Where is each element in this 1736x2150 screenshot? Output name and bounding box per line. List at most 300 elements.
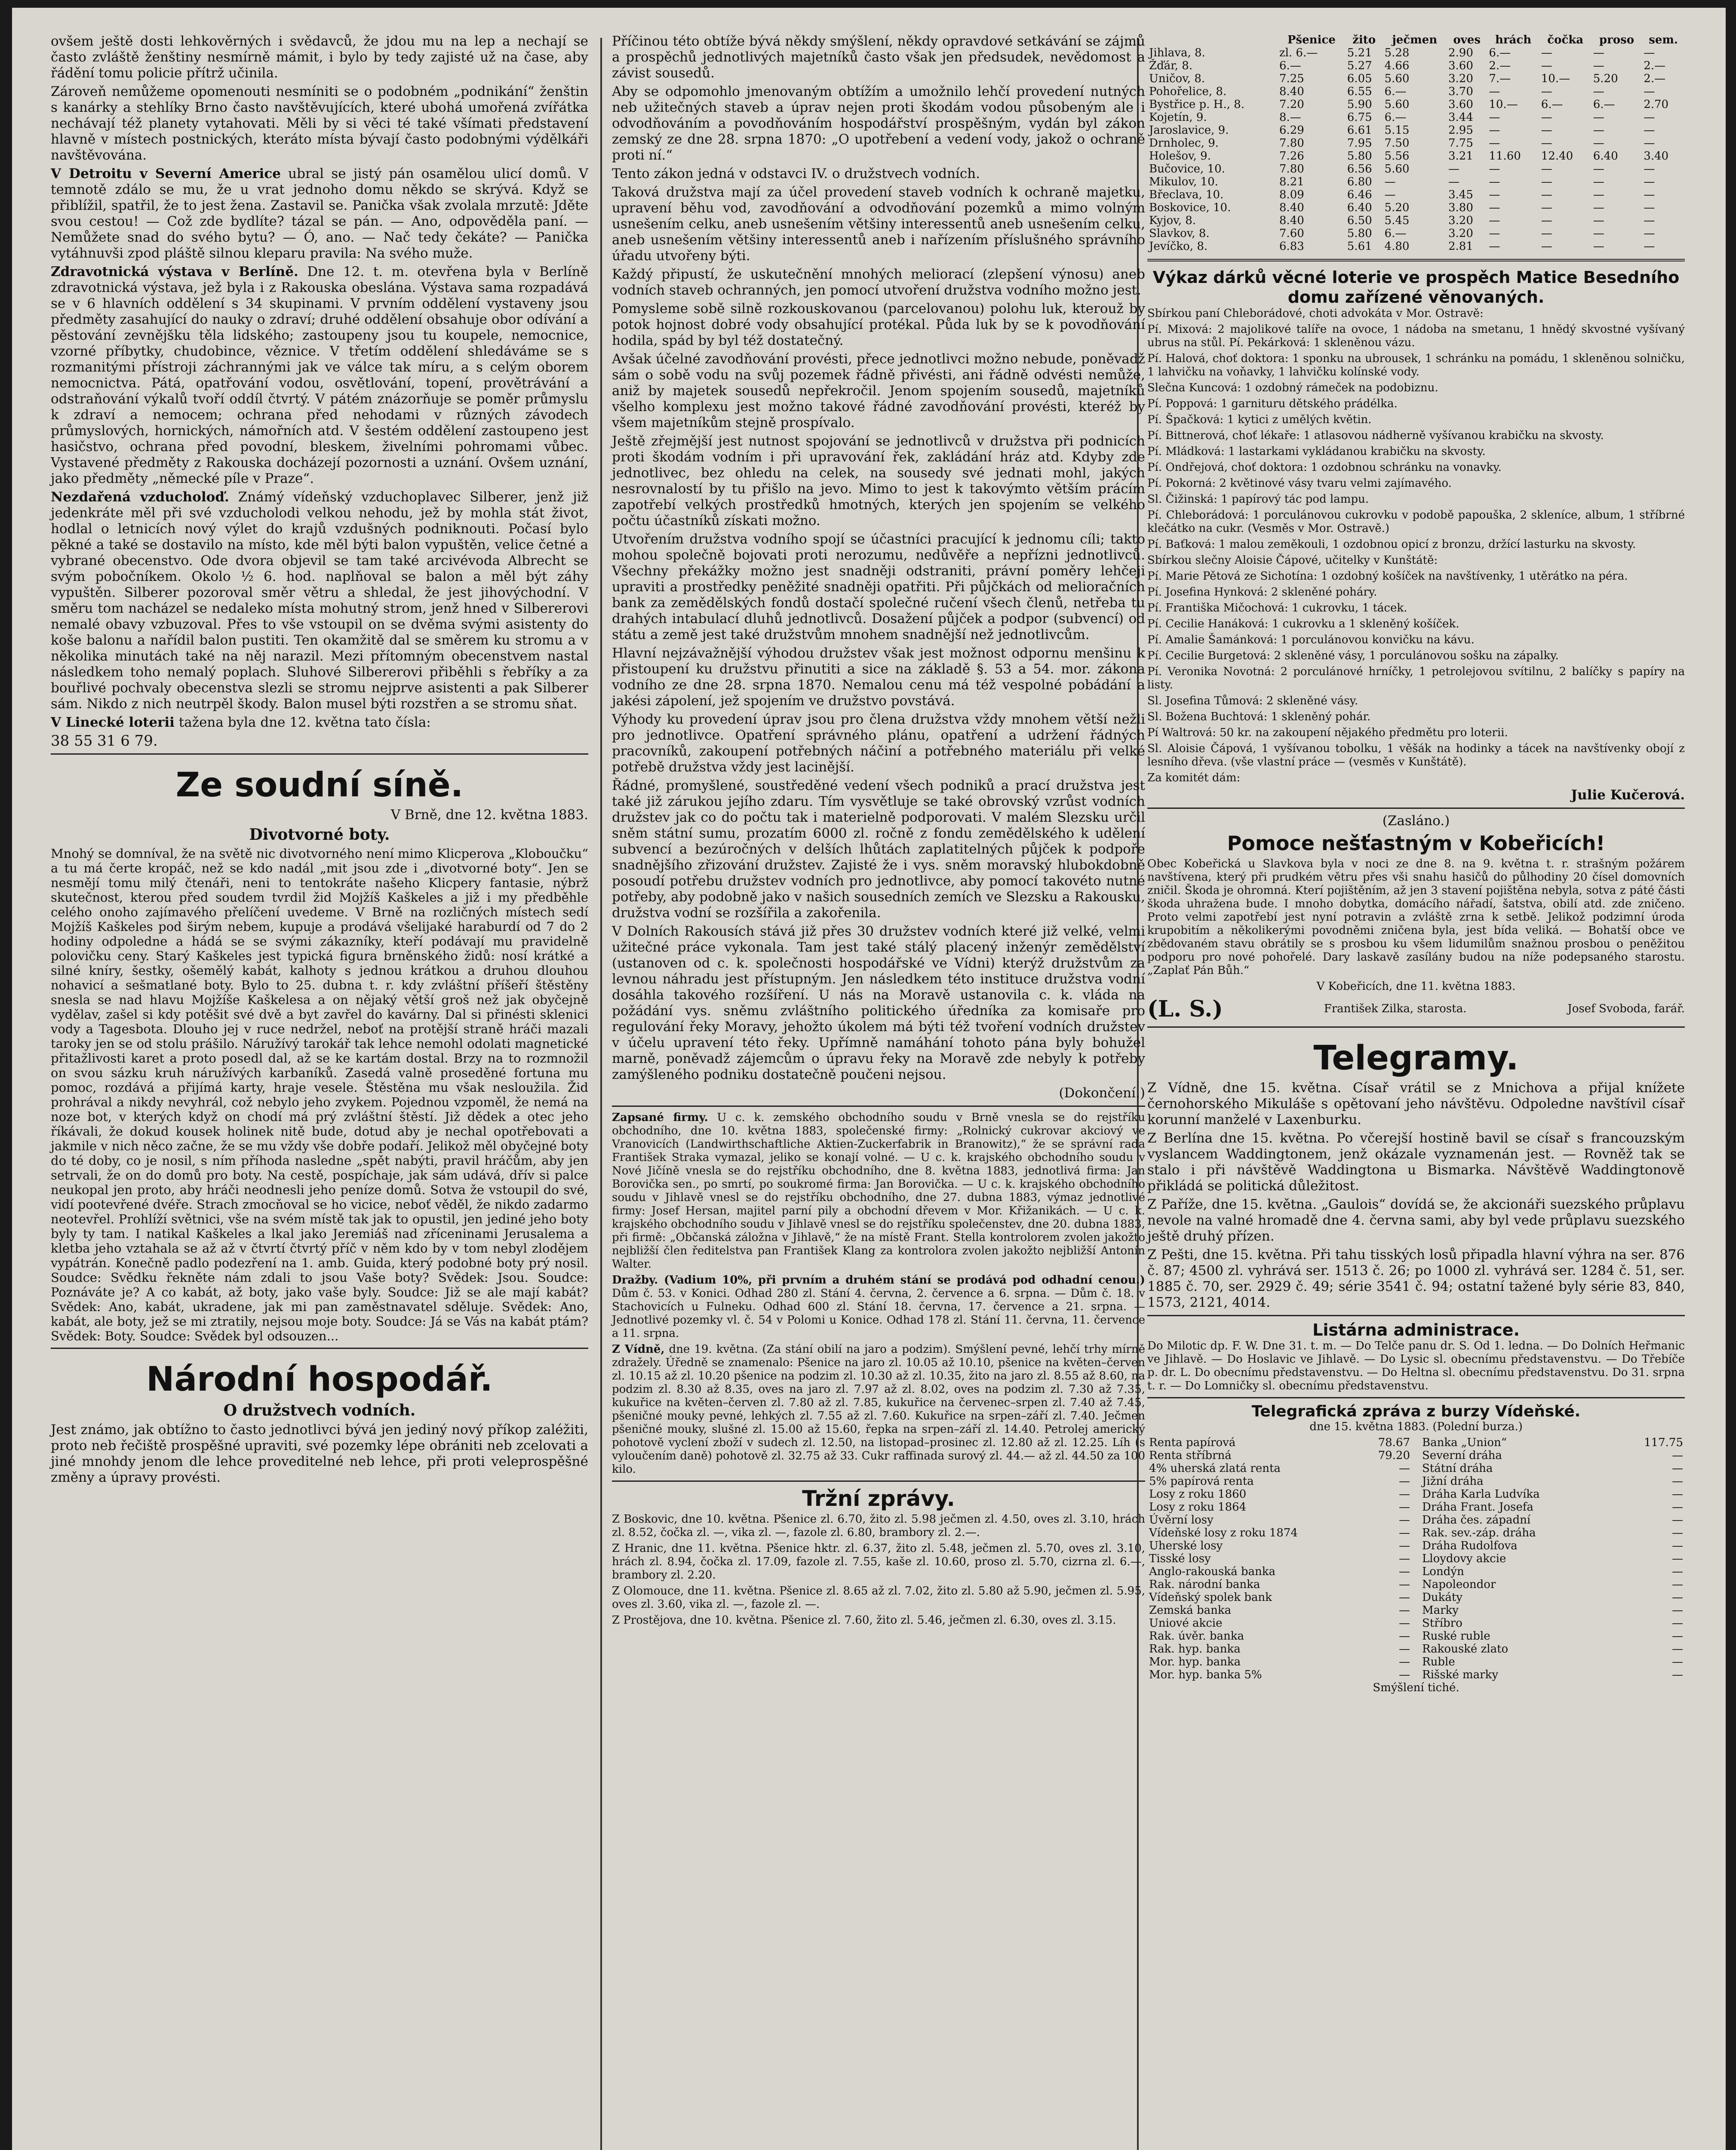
price-cell: 7.26: [1279, 150, 1304, 163]
price-cell: 11.60: [1489, 150, 1521, 163]
donation-item: Pí. Baťková: 1 malou zeměkouli, 1 ozdobnou opicí z bronzu, držící lasturku na skvosty.: [1147, 538, 1636, 551]
stock-row: [1420, 1604, 1685, 1617]
price-cell: 4.80: [1384, 240, 1410, 253]
price-cell: —: [1593, 111, 1604, 124]
stock-value: —: [1399, 1539, 1410, 1552]
price-cell: 3.20: [1448, 72, 1473, 85]
stock-name: Uherské losy: [1149, 1539, 1223, 1552]
paragraph: Utvořením družstva vodního spojí se účastníci pracující k jednomu cíli; takto mohou společně bojovati proti nerozumu, nedůvěře a nepřízni jednotlivců. Všechny překážky možno jest snadněji odstraniti, právní poměry lehčeji upraviti a prostředky peněžité snadněji opatřiti. Při půjčkách od melioračních bank za zemědělských fondů dostačí společné ručení všech členů, netřeba tu drahých intabulací dluhů jednotlivců. Dosažení půjček a podpor (subvencí) od státu a země jest také družstvům mnohem snadnější než jednotlivcům.: [612, 531, 1145, 642]
price-cell: 3.45: [1448, 188, 1473, 201]
stock-row: [1147, 1617, 1412, 1630]
article-title: O družstvech vodních.: [223, 1401, 416, 1419]
price-cell: 3.44: [1448, 111, 1473, 124]
price-cell: —: [1593, 124, 1604, 137]
stock-value: —: [1399, 1475, 1410, 1488]
lottery-numbers: 38 55 31 6 79.: [51, 732, 158, 749]
market-mood: Smýšlení tiché.: [1373, 1681, 1459, 1694]
stock-value: 78.67: [1378, 1436, 1410, 1449]
stock-row: [1147, 1643, 1412, 1656]
stock-row: [1147, 1604, 1412, 1617]
telegram: Z Paříže, dne 15. května. „Gaulois“ dovídá se, že akcionáři suezského průplavu nevole na valné hromadě dne 4. června sami, aby byl vede průplavu suezského ještě druhý přízen.: [1147, 1197, 1685, 1244]
stock-row: [1147, 1501, 1412, 1514]
price-cell: 3.60: [1448, 98, 1473, 111]
section-title: Telegrafická zpráva z burzy Vídeňské.: [1251, 1403, 1581, 1420]
table-header: oves: [1453, 34, 1481, 46]
stock-value: —: [1399, 1488, 1410, 1501]
paragraph: Obec Kobeřická u Slavkova byla v noci ze dne 8. na 9. května t. r. strašným požárem navštívena, který při prudkém větru přes vši snahu hasičů do půlhodiny 20 čísel domovních zničil. Škoda je ohromná. Kterí pojištěním, až jen 3 stavení pojištěna nebyla, sotva z páté části škoda uhražena bude. I mnoho dobytka, domácího nářadí, šatstva, obilí atd. zde zničeno. Proto velmi zapotřebí jest nyní potravin a zvláště zrna k setbě. Jelikož podzimní úroda krupobitím a několikerými povodněmi zničena byla, jest bída veliká. — Bohatší obce ve zbědovaném stavu obrátily se s prosbou ku všem lidumilům snažnou prosbou o peněžitou podporu pro nové pohořelé. Dary laskavě zasílány budou na níže podepsaného starostu. „Zaplať Pán Bůh.“: [1147, 857, 1685, 977]
price-cell: 7.—: [1489, 72, 1511, 85]
table-body: [1147, 46, 1685, 253]
price-cell: 6.—: [1489, 46, 1511, 59]
donation-item: Pí. Amalie Šamánková: 1 porculánovou konvičku na kávu.: [1147, 633, 1475, 646]
stock-value: —: [1399, 1591, 1410, 1604]
price-cell: 7.75: [1448, 137, 1473, 150]
signature: František Zilka, starosta.: [1324, 1002, 1467, 1015]
stock-name: Napoleondor: [1422, 1578, 1496, 1591]
donation-item: Sl. Aloisie Čápová, 1 vyšívanou tobolku, 1 věšák na hodinky a tácek na navštívenky obojí z lesního dřeva. (vše vlastní práce — (vesměs v Kunštátě).: [1147, 742, 1685, 768]
price-cell: 3.20: [1448, 227, 1473, 240]
paragraph: Příčinou této obtíže bývá někdy smýšlení, někdy opravdové setkávání se zájmů a prospěchů jednotlivých majetníků často však jen předsudek, nevědomost a závist sousedů.: [612, 34, 1145, 81]
stock-value: —: [1672, 1501, 1683, 1514]
price-cell: —: [1541, 227, 1552, 240]
stock-row: [1147, 1514, 1412, 1526]
paragraph: Zdravotnická výstava v Berlíně. Dne 12. t. m. otevřena byla v Berlíně zdravotnická výstava, jež byla i z Rakouska obeslána. Výstava sama rozpadává se v 6 hlavních oddělení s 34 skupinami. V prvním oddělení vystaveny jsou předměty zasahující do nauky o zdraví; druhé oddělení obsahuje obor odívání a pěstování zevnějšku těla lidského; zastoupeny jsou tu koupele, nemocnice, vzorné příbytky, chudobince, věznice. V třetím oddělení shledáváme se s rozmanitými přístroji záchrannými jak ve válce tak míru, a s celým oborem nemocnictva. Pátá, opatřování vodou, osvětlování, topení, provětrávání a odstraňování výkalů tvoří oddíl čtvrtý. V pátém znázorňuje se poměr průmyslu k zdraví a nemocem; ochrana před nehodami v různých závodech průmyslových, hornických, námořních atd. V šestém oddělení zastoupeno jest hasičstvo, ochrana před povodní, bleskem, živelními pohromami vůbec. Vystavené předměty z Rakouska docházejí pozornosti a uznání. Ovšem uznání, jako předměty „německé píle v Praze“.: [51, 264, 589, 486]
stock-value: 79.20: [1378, 1449, 1410, 1462]
seal-mark: (L. S.): [1147, 996, 1223, 1022]
stock-row: [1420, 1617, 1685, 1630]
donation-item: Sbírkou paní Chleborádové, choti advokáta v Mor. Ostravě:: [1147, 307, 1484, 320]
donation-item: Pí. Pokorná: 2 květinové vásy tvaru velmi zajímavého.: [1147, 477, 1452, 490]
price-cell: —: [1489, 214, 1500, 227]
paragraph: Do Milotic dp. F. W. Dne 31. t. m. — Do Telče panu dr. S. Od 1. ledna. — Do Dolních Heřmanic ve Jihlavě. — Do Hoslavic ve Jihlavě. — Do Lysic sl. obecnímu představenstvu. — Do Třebíče p. dr. L. Do obecnímu představenstvu. — Do Heltna sl. obecnímu představenstvu. Do 31. srpna t. r. — Do Lomničky sl. obecnímu představenstvu.: [1147, 1339, 1685, 1392]
price-cell: 6.80: [1347, 175, 1372, 188]
paragraph: Aby se odpomohlo jmenovaným obtížím a umožnilo lehčí provedení nutných neb užitečných staveb a úprav nejen proti škodám vodou působeným ale i odvodňováním a povodňováním hospodářství prospěšným, vydán byl zákon zemský ze dne 28. srpna 1870: „O upotřebení a vedení vody, jakož o ochraně proti ní.“: [612, 84, 1145, 163]
price-cell: —: [1489, 240, 1500, 253]
price-cell: —: [1644, 240, 1655, 253]
town-cell: Drnholec, 9.: [1149, 137, 1219, 150]
stock-value: —: [1672, 1591, 1683, 1604]
donation-item: Pí. Marie Pětová ze Sichotína: 1 ozdobný košíček na navštívenky, 1 utěrátko na péra.: [1147, 570, 1628, 583]
price-cell: 6.56: [1347, 163, 1372, 175]
price-cell: 10.—: [1541, 72, 1570, 85]
table-header: proso: [1599, 34, 1635, 46]
table-header-row: [1147, 34, 1685, 46]
paragraph: Zároveň nemůžeme opomenouti nesmíniti se o podobném „podnikání“ ženštin s kanárky a stehlíky Brno často navštěvujících, které ubohá umořená zvířátka nechávají též planety vytahovati. Měli by si věci té také všímati představení hlavně v místech postnických, kteráto místa bývají často podobnými výdělkáři navštěvována.: [51, 84, 588, 163]
price-cell: —: [1489, 227, 1500, 240]
paragraph-lead: V Detroitu v Severní Americe: [51, 166, 281, 181]
paragraph: V Detroitu v Severní Americe ubral se jistý pán osamělou ulicí domů. V temnotě zdálo se mu, že u vrat jednoho domu někdo se skrývá. Když se přiblížil, spatřil, že to jest žena. Zastavil se. Panička však zvolala mrzutě: Jděte svou cestou! — Což zde bydlíte? tázal se pán. — Ano, odpověděla paní. — Nemůžete snad do svého bytu? — Ó, ano. — Nač tedy čekáte? — Panička vytáhnuvši zpod pláště silnou kleparu pravila: Na svého muže.: [51, 166, 588, 261]
table-row: [1147, 111, 1685, 124]
price-cell: —: [1489, 111, 1500, 124]
price-cell: 8.21: [1279, 175, 1304, 188]
price-cell: 6.40: [1593, 150, 1618, 163]
stock-table-right: [1420, 1436, 1685, 1681]
paragraph: Zapsané firmy. U c. k. zemského obchodního soudu v Brně vnesla se do rejstříku obchodního, dne 10. května 1883, společenské firmy: „Rolnický cukrovar akciový ve Vranovicích (Landwirthschaftliche Aktien-Zuckerfabrik in Branowitz),“ že se správní rada František Straka vymazal, jeliko se konají volné. — U c. k. krajského obchodního soudu v Nové Jičíně vnesla se do rejstříku obchodního, dne 8. května 1883, jednotlivá firma: Jan Borovička sen., po smrtí, po soukromé firma: Jan Borovička. — U c. k. krajského obchodního soudu v Jihlavě vnesl se do rejstříku obchodního, dne 27. dubna 1883, výmaz jednotlivé firmy: Josef Hersan, majitel parní pily a obchodní dřevem v Mor. Křižanikách. — U c. k. krajského obchodního soudu v Jihlavě vnesl se do rejstříku společenstev, dne 20. dubna 1883, při firmě: „Občanská záložna v Jihlavě,“ že na místě Frant. Stella kontrolorem zvolen jakožto nejbližší člen ředitelstva pan František Klang za kontrolora zvolen jakožto nejbližší Antonín Walter.: [612, 1111, 1146, 1271]
telegram: Z Berlína dne 15. května. Po včerejší hostině bavil se císař s francouzským vyslancem Waddingtonem, jenž okázale vyznamenán jest. — Rovněž tak se stalo i při návštěvě Waddingtona u Bismarka. Návštěvě Waddingtonově přikládá se politická důležitost.: [1147, 1130, 1685, 1194]
table-header: ječmen: [1392, 34, 1438, 46]
stock-name: Rak. sev.-záp. dráha: [1422, 1526, 1536, 1539]
stock-value: —: [1672, 1475, 1683, 1488]
stock-value: —: [1672, 1643, 1683, 1656]
price-cell: 8.40: [1279, 85, 1304, 98]
stock-row: [1147, 1436, 1412, 1449]
town-cell: Jihlava, 8.: [1149, 46, 1205, 59]
price-cell: —: [1541, 111, 1552, 124]
price-cell: zl. 6.—: [1279, 46, 1318, 59]
price-cell: —: [1489, 85, 1500, 98]
paragraph: Ještě zřejmější jest nutnost spojování se jednotlivců v družstva při podnicích proti škodám vodním i při upravování řek, zakládání hráz atd. Kdyby zde jednotlivec, bez ohledu na celek, na sousedy své jednati mohl, jakých nesrovnalostí by tu přišlo na jevo. Mimo to jest k takovýmto větším prácím zapotřebí velkých prostředků hmotných, kterých jen spojením se velkého počtu účastníků získati možno.: [612, 433, 1145, 528]
price-cell: —: [1644, 46, 1655, 59]
stock-table-left: [1147, 1436, 1412, 1681]
stock-value: —: [1672, 1604, 1683, 1617]
price-cell: —: [1644, 227, 1655, 240]
donation-item: Sl. Čižinská: 1 papírový tác pod lampu.: [1147, 493, 1369, 506]
price-cell: 7.25: [1279, 72, 1304, 85]
table-row: [1147, 175, 1685, 188]
price-cell: 8.40: [1279, 201, 1304, 214]
price-cell: 2.70: [1644, 98, 1669, 111]
price-cell: —: [1593, 59, 1604, 72]
stock-value: —: [1672, 1630, 1683, 1643]
stock-value: 117.75: [1644, 1436, 1683, 1449]
price-cell: —: [1593, 175, 1604, 188]
stock-row: [1420, 1591, 1685, 1604]
stock-value: —: [1672, 1578, 1683, 1591]
town-cell: Břeclava, 10.: [1149, 188, 1224, 201]
price-cell: —: [1593, 163, 1604, 175]
stock-value: —: [1399, 1668, 1410, 1681]
table-header: sem.: [1649, 34, 1678, 46]
divider: [612, 1106, 1145, 1107]
price-cell: —: [1644, 111, 1655, 124]
table-row: [1147, 46, 1685, 59]
price-cell: —: [1489, 175, 1500, 188]
price-cell: —: [1644, 85, 1655, 98]
price-cell: —: [1541, 201, 1552, 214]
stock-row: [1420, 1462, 1685, 1475]
price-cell: —: [1489, 124, 1500, 137]
stock-row: [1420, 1656, 1685, 1668]
town-cell: Kyjov, 8.: [1149, 214, 1196, 227]
donation-item: Pí. Josefina Hynková: 2 skleněné poháry.: [1147, 586, 1377, 599]
donation-item: Slečna Kuncová: 1 ozdobný rámeček na podobiznu.: [1147, 381, 1438, 394]
price-cell: 7.50: [1384, 137, 1410, 150]
price-cell: 2.81: [1448, 240, 1473, 253]
article-title: Divotvorné boty.: [249, 826, 390, 844]
paragraph: Tento zákon jedná v odstavci IV. o družstvech vodních.: [612, 166, 980, 181]
price-cell: —: [1541, 188, 1552, 201]
stock-row: [1420, 1578, 1685, 1591]
stock-row: [1420, 1449, 1685, 1462]
market-report: Z Olomouce, dne 11. května. Pšenice zl. 8.65 až zl. 7.02, žito zl. 5.80 až 5.90, ječmen zl. 5.95, oves zl. 3.60, vika zl. —, fazole zl. —.: [612, 1585, 1145, 1611]
price-cell: 8.40: [1279, 214, 1304, 227]
price-cell: 2.—: [1489, 59, 1511, 72]
table-row: [1147, 59, 1685, 72]
price-cell: —: [1593, 227, 1604, 240]
price-cell: 5.60: [1384, 163, 1410, 175]
stock-row: [1420, 1565, 1685, 1578]
stock-name: Lloydovy akcie: [1422, 1552, 1506, 1565]
price-cell: —: [1448, 175, 1459, 188]
town-cell: Jevíčko, 8.: [1149, 240, 1208, 253]
price-cell: —: [1541, 175, 1552, 188]
stock-name: Zemská banka: [1149, 1604, 1232, 1617]
stock-row: [1420, 1668, 1685, 1681]
stock-row: [1147, 1630, 1412, 1643]
donation-item: Za komitét dám:: [1147, 771, 1241, 784]
price-cell: —: [1593, 240, 1604, 253]
stock-name: Anglo-rakouská banka: [1149, 1565, 1276, 1578]
price-cell: 3.80: [1448, 201, 1473, 214]
price-cell: —: [1541, 240, 1552, 253]
price-cell: 6.—: [1279, 59, 1301, 72]
price-cell: —: [1644, 214, 1655, 227]
price-cell: 4.66: [1384, 59, 1410, 72]
stock-value: —: [1672, 1552, 1683, 1565]
stock-value: —: [1672, 1462, 1683, 1475]
newspaper-page: [12, 8, 1726, 2150]
price-cell: —: [1541, 46, 1552, 59]
price-cell: 8.—: [1279, 111, 1301, 124]
price-cell: 5.28: [1384, 46, 1410, 59]
price-cell: —: [1541, 214, 1552, 227]
table-row: [1147, 124, 1685, 137]
section-title: Listárna administrace.: [1312, 1321, 1520, 1339]
paragraph: V Dolních Rakousích stává již přes 30 družstev vodních které již velké, velmi užitečné práce vykonala. Tam jest také stálý placený inženýr zemědělství (ustanoven od c. k. společnosti hospodářské ve Vídni) kterýž družstvům za levnou náhradu jest přístupným. Jen následkem této instituce družstva vodní dosáhla takového rozšíření. U nás na Moravě ustanovila c. k. vláda na požádání vys. sněmu zvláštního politického úředníka za komisaře pro regulování řeky Moravy, jehožto úkolem má býti též tvoření vodních družstev v účelu upravení této řeky. Upřímně namáhání tohoto pána byly bohužel marně, poněvadž zájemcům o úpravu řeky na Moravě zde nebyly k potřeby zamýšleného podniku dostatečně poučeni nejsou.: [612, 924, 1145, 1082]
market-report: Z Prostějova, dne 10. května. Pšenice zl. 7.60, žito zl. 5.46, ječmen zl. 6.30, oves zl. 3.15.: [612, 1614, 1116, 1627]
stock-value: —: [1399, 1656, 1410, 1668]
divider: [612, 1480, 1145, 1482]
note: (Zasláno.): [1382, 813, 1450, 829]
column-3: [1147, 34, 1685, 1697]
price-cell: —: [1541, 85, 1552, 98]
divider: [1147, 1397, 1685, 1398]
divider: [1147, 808, 1685, 809]
donation-list: [1147, 307, 1685, 785]
price-cell: 5.61: [1347, 240, 1372, 253]
stock-name: Státní dráha: [1422, 1462, 1493, 1475]
table-header: Pšenice: [1287, 34, 1336, 46]
price-cell: 5.80: [1347, 150, 1372, 163]
price-cell: 6.29: [1279, 124, 1304, 137]
price-cell: —: [1489, 137, 1500, 150]
stock-name: Uniové akcie: [1149, 1617, 1223, 1630]
donation-item: Sl. Josefina Tůmová: 2 skleněné vásy.: [1147, 694, 1358, 707]
stock-row: [1147, 1475, 1412, 1488]
stock-value: —: [1672, 1668, 1683, 1681]
stock-value: —: [1399, 1604, 1410, 1617]
paragraph: Nezdařená vzducholoď. Známý vídeňský vzduchoplavec Silberer, jenž již jedenkráte měl při své vzducholodi velkou nehodu, jež by mohla stát život, hodlal o letnicích nový výlet do krajů vzdušných podniknouti. Počasí bylo pěkné a také se dostavilo na místo, kde měl býti balon vypuštěn, velice četné a vybrané obecenstvo. Ode dvora objevil se tam také arcivévoda Albrecht se svým pobočníkem. Okolo ½ 6. hod. naplňoval se balon a měl být záhy vypuštěn. Silberer pozoroval směr větru a shledal, že jest jihovýchodní. V směru tom nacházel se nedaleko místa mohutný strom, jenž hned v Silbererovi nemalé obavy vzbuzoval. Přes to vše vstoupil on se dvěma svými asistenty do koše balonu a nařídil balon pustiti. Ten okamžitě dal se směrem ku stromu a v několika minutách také na něj narazil. Mezi přítomným obecenstvem nastal následkem toho nemalý poplach. Sluhové Silbererovi přiběhli s řebříky a za bouřlivé pochvaly obecenstva slezli se stromu nejprve asistenti a pak Silberer sám. Nikdo z nich neutrpěl škody. Balon musel býti rozstřen a se stromu sňat.: [51, 489, 588, 712]
price-cell: —: [1384, 188, 1396, 201]
stock-name: Tisské losy: [1149, 1552, 1211, 1565]
paragraph: Řádné, promyšlené, soustředěné vedení všech podniků a prací družstva jest také již zárukou jejího zdaru. Tím vysvětluje se také obrovský vzrůst vodních družstev jak co do počtu tak i materielně podporovati. V malém Slezsku určil sněm státní sumu, prozatím 6000 zl. ročně z fondu zemědělského k udělení subvencí a bezúročných v delších lhůtách zaplatitelných půjček k podpoře snadnějšího zřizování družstev. Zajisté že i vys. sněm moravský hlubokdobně posoudí potřebu družstev vodních pro jednotlivce, aby pomocí takovéto nutné potřeby, aby podobně jako v našich sousedních zemích ve Slezsku a Rakousku, družstva vodní se rozšířila a zakořenila.: [612, 778, 1145, 921]
price-cell: 6.—: [1384, 85, 1407, 98]
paragraph: Mnohý se domníval, že na světě nic divotvorného není mimo Klicperova „Kloboučku“ a tu má čerte kropáč, než se kdo nadál „mit jsou zde i „divotvorné boty“. Jen se nesmějí tomu milý čtenáři, neni to tentokráte našeho Klicpery fantasie, nýbrž skutečnost, kterou před soudem tvrdil žid Mojžíš Kaškeles a již i my předběhle celého onoho zajímavého přelíčení uvedeme. V Brně na rozličných místech sedí Mojžíš Kaškeles pod širým nebem, kupuje a prodává všelijaké haraburdí od 7 do 2 hodiny odpoledne a hádá se se svými zákazníky, kteří podávají mu pravidelně polovičku ceny. Starý Kaškeles jest typická figura brněnského židů: nosí krátké a silné kníry, šestky, ošemělý kabát, kalhoty s jednou krátkou a druhou dlouhou nohavicí a sešmatlané boty. Bylo to 25. dubna t. r. kdy zvláštní příšeří štěstěny snesla se nad hlavu Mojžíše Kaškelesa a on nějaký větší groš než jak obyčejně vydělav, zašel si kdy potěšit své dvě a byt zavřel do kavárny. Dal si přinésti sklenici vody a Tagesbota. Dlouho jej v ruce nedržel, neboť na protější straně hráči mazali taroky jen se od stolu prášilo. Náružívý tarokář tak lehce nemohl odolati magnetické přitažlivosti karet a proto posedl dal, až se ke kartám dostal. Brzy na to rozmnožil on svou sázku kruh náružívých karbaníků. Zasedá valně proseděné fortuna mu pomoc, rozdává a přijímá karty, hraje vesele. Štěstěna mu však nesloužila. Žid prohrával a nikdy nevyhrál, což nebylo jeho zvykem. Pojednou vzpoměl, že nemá na noze bot, v kterých když on chodí má prý zvláštní štěstí. Již dědek a otec jeho říkávali, že dokud kousek holinek nitě bude, dotud aby je nechal opotřebovati a jakmile v nich něco začne, že se mu vždy vše dobře podaří. Jelikož měl obyčejné boty do té doby, co je nosil, s ním příhoda nasledne „spět nabýti, pravil hráčům, aby jen setrvali, že on do domů pro boty. Na cestě, pospíchaje, jak sám udává, dřív si palce neukopal jen proto, aby hráči neodnesli jeho peníze domů. Sotva že vstoupil do své, vidí pootevřené dvéře. Strach zmocňoval se ho vicice, neboť věděl, že nikdo zadarmo neotevřel. Prohlíží světnici, vše na svém místě tak jak to opustil, jen jediné jeho boty byly ty tam. I natikal Kaškeles a lkal jako Jeremiáš nad zříceninami Jerusalema a kletba jeho vztahala se až až v čtvrtí čtvrtý příč v něm kdo by v tom nebyl zlodějem vypátrán. Konečně padlo podezření na 1. amb. Guida, který podobné boty prý nosil. Soudce: Svědku řekněte nám zdali to jsou Vaše boty? Svědek: Jsou. Soudce: Poznáváte je? A co kabát, až boty, jako vaše byly. Soudce: Již se ale mají kabát? Svědek: Ano, kabát, ukradene, jak mi pan zaměstnavatel sděluje. Svědek: Ano, kabát, ale boty, jež se mi ztratily, nejsou moje boty. Soudce: Já se Vás na kabát ptám? Svědek: Boty. Soudce: Svědek byl odsouzen...: [51, 846, 588, 1343]
continued-note: (Dokončení.): [1059, 1085, 1145, 1101]
price-cell: —: [1644, 124, 1655, 137]
section-title: Ze soudní síně.: [175, 766, 464, 805]
price-cell: —: [1593, 201, 1604, 214]
price-cell: 5.60: [1384, 98, 1410, 111]
divider: [1147, 1315, 1685, 1316]
stock-row: [1420, 1630, 1685, 1643]
divider: [1147, 259, 1685, 261]
article-title: Pomoce nešťastným v Kobeřicích!: [1227, 832, 1605, 855]
stock-name: Londýn: [1422, 1565, 1464, 1578]
stock-row: [1147, 1668, 1412, 1681]
town-cell: Boskovice, 10.: [1149, 201, 1231, 214]
section-title: Telegramy.: [1313, 1039, 1519, 1078]
town-cell: Slavkov, 8.: [1149, 227, 1210, 240]
stock-row: [1420, 1514, 1685, 1526]
stock-name: 5% papírová renta: [1149, 1475, 1254, 1488]
table-row: [1147, 201, 1685, 214]
price-cell: —: [1593, 214, 1604, 227]
stock-value: —: [1672, 1526, 1683, 1539]
table-row: [1147, 214, 1685, 227]
stock-value: —: [1399, 1552, 1410, 1565]
stock-row: [1420, 1643, 1685, 1656]
price-cell: 6.75: [1347, 111, 1372, 124]
donation-item: Pí. Cecilie Burgetová: 2 skleněné vásy, 1 porculánovou sošku na zápalky.: [1147, 649, 1559, 662]
stock-value: —: [1399, 1514, 1410, 1526]
table-row: [1147, 150, 1685, 163]
price-cell: 6.40: [1347, 201, 1372, 214]
price-cell: —: [1593, 85, 1604, 98]
stock-row: [1420, 1436, 1685, 1449]
paragraph: V Linecké loterii tažena byla dne 12. května tato čísla:: [51, 715, 431, 730]
stock-row: [1147, 1552, 1412, 1565]
paragraph: Z Vídně, dne 19. května. (Za stání obilí na jaro a podzim). Smýšlení pevné, lehčí trhy mírně zdražely. Úředně se znamenalo: Pšenice na jaro zl. 10.05 až 10.10, pšenice na květen–červen zl. 10.15 až zl. 10.20 pšenice na podzim zl. 10.30 až zl. 10.35, žito na jaro zl. 8.55 až 8.60, na podzim zl. 8.30 až 8.35, oves na jaro zl. 7.97 až zl. 8.02, oves na podzim zl. 7.30 až 7.35, kukuřice na květen–červen zl. 7.80 až zl. 7.85, kukuřice na červenec–srpen zl. 7.40 až 7.45, pšeničné mouky pevné, lehkých zl. 7.55 až zl. 7.60. Kukuřice na srpen–září zl. 7.40. Ječmen pšeničné mouky, slušné zl. 15.00 až 15.60, řepka na srpen–září zl. 14.40. Petrolej americký pohotově vyclení zboží v sudech zl. 12.50, na listopad–prosinec zl. 12.80 až zl. 12.25. Líh (s vyloučením daně) pohotově zl. 32.75 až 33. Cukr raffinada surový zl. 44.— až zl. 44.50 za 100 kilo.: [612, 1343, 1146, 1476]
paragraph: Dražby. (Vadium 10%, při prvním a druhém stání se prodává pod odhadní cenou.) Dům č. 53. v Konici. Odhad 280 zl. Stání 4. června, 2. července a 6. srpna. — Dům č. 18. v Stachovicích u Fulneku. Odhad 600 zl. Stání 18. června, 17. července a 21. srpna. — Jednotlivé pozemky vl. č. 54 v Polomi u Konice. Odhad 178 zl. Stání 11. června, 11. července a 11. srpna.: [612, 1274, 1145, 1340]
stock-row: [1420, 1488, 1685, 1501]
town-cell: Mikulov, 10.: [1149, 175, 1218, 188]
price-cell: 3.20: [1448, 214, 1473, 227]
stock-name: Ruské ruble: [1422, 1630, 1490, 1643]
section-title: Národní hospodář.: [146, 1360, 493, 1399]
stock-name: Losy z roku 1864: [1149, 1501, 1247, 1514]
price-cell: 12.40: [1541, 150, 1573, 163]
divider: [1147, 1026, 1685, 1028]
stock-row: [1147, 1449, 1412, 1462]
stock-value: —: [1672, 1514, 1683, 1526]
stock-name: Rak. úvěr. banka: [1149, 1630, 1244, 1643]
donation-item: Pí. Cecilie Hanáková: 1 cukrovku a 1 skleněný košíček.: [1147, 617, 1459, 630]
paragraph: Každý připustí, že uskutečnění mnohých meliorací (zlepšení výnosu) aneb vodních staveb ochranných, jen pomocí utvoření družstva vodního možno jest.: [612, 267, 1145, 298]
paragraph: Jest známo, jak obtížno to často jednotlivci bývá jen jediný nový příkop zaléžiti, proto neb řečiště prospěšné upraviti, své pozemky lépe obrániti neb zcelovati a jiné mnohdy jenom dle lehce proveditelné neb lehce, při proti veleprospěšné změny a úpravy provésti.: [51, 1422, 588, 1485]
donation-item: Pí Waltrová: 50 kr. na zakoupení nějakého předmětu pro loterii.: [1147, 726, 1508, 739]
price-cell: 5.20: [1593, 72, 1618, 85]
paragraph: Pomysleme sobě silně rozkouskovanou (parcelovanou) polohu luk, kterouž by potok hojnost dobré vody obsahující protékal. Půda luk by se k povodňování hodila, spád by byl též dostatečný.: [612, 301, 1145, 348]
table-row: [1147, 227, 1685, 240]
market-report: Z Hranic, dne 11. května. Pšenice hktr. zl. 6.37, žito zl. 5.48, ječmen zl. 5.70, oves zl. 3.10, hrách zl. 8.94, čočka zl. 17.09, fazole zl. 7.55, kaše zl. 10.60, proso zl. 5.70, cizrna zl. 6.—, brambory zl. 2.20.: [612, 1542, 1145, 1582]
stock-name: Rak. hyp. banka: [1149, 1643, 1241, 1656]
column-rule: [600, 38, 602, 2150]
price-cell: 6.—: [1384, 111, 1407, 124]
price-cell: 7.20: [1279, 98, 1304, 111]
stock-row: [1147, 1539, 1412, 1552]
stock-name: Dukáty: [1422, 1591, 1463, 1604]
donation-item: Pí. Ondřejová, choť doktora: 1 ozdobnou schránku na vonavky.: [1147, 461, 1502, 474]
table-row: [1147, 240, 1685, 253]
stock-name: Rišské marky: [1422, 1668, 1499, 1681]
price-cell: 5.27: [1347, 59, 1372, 72]
price-cell: 6.55: [1347, 85, 1372, 98]
stock-value: —: [1399, 1501, 1410, 1514]
stock-name: Dráha Rudolfova: [1422, 1539, 1518, 1552]
stock-name: Rak. národní banka: [1149, 1578, 1260, 1591]
donation-item: Pí. Mládková: 1 lastarkami vykládanou krabičku na skvosty.: [1147, 445, 1486, 458]
price-cell: —: [1593, 46, 1604, 59]
price-cell: —: [1644, 163, 1655, 175]
price-cell: —: [1541, 137, 1552, 150]
paragraph: Hlavní nejzávažnější výhodou družstev však jest možnost odpornu menšinu k přistoupení ku družstvu přinutiti a sice na základě §. 53 a 54. mor. zákona vodního ze dne 28. srpna 1870. Nemalou cenu má též vespolné pobádání a jakési zápolení, jež spojením ve družstvo povstává.: [612, 645, 1145, 709]
price-cell: 6.50: [1347, 214, 1372, 227]
stock-value: —: [1672, 1656, 1683, 1668]
price-cell: 6.—: [1593, 98, 1615, 111]
dateline: V Brně, dne 12. května 1883.: [390, 807, 588, 823]
stock-row: [1420, 1526, 1685, 1539]
town-cell: Jaroslavice, 9.: [1149, 124, 1229, 137]
stock-value: —: [1399, 1526, 1410, 1539]
column-1: [51, 34, 588, 1488]
price-cell: —: [1489, 201, 1500, 214]
stock-name: Vídeňský spolek bank: [1149, 1591, 1272, 1604]
donation-item: Pí. Františka Mičochová: 1 cukrovku, 1 tácek.: [1147, 602, 1407, 614]
price-cell: 3.60: [1448, 59, 1473, 72]
price-cell: 6.—: [1541, 98, 1563, 111]
stock-name: Mor. hyp. banka: [1149, 1656, 1241, 1668]
price-cell: 3.40: [1644, 150, 1669, 163]
price-cell: —: [1593, 188, 1604, 201]
stock-name: Vídeňské losy z roku 1874: [1149, 1526, 1298, 1539]
paragraph-lead: Nezdařená vzducholoď.: [51, 489, 229, 505]
stock-row: [1420, 1475, 1685, 1488]
stock-name: Banka „Union“: [1422, 1436, 1507, 1449]
stock-row: [1147, 1565, 1412, 1578]
stock-row: [1147, 1656, 1412, 1668]
price-cell: —: [1644, 188, 1655, 201]
donation-item: Pí. Halová, choť doktora: 1 sponku na ubrousek, 1 schránku na pomádu, 1 skleněnou solničku, 1 lahvičku na voňavky, 1 lahvičku kolínské vody.: [1147, 352, 1685, 378]
stock-value: —: [1399, 1617, 1410, 1630]
stock-value: —: [1672, 1617, 1683, 1630]
price-cell: —: [1448, 163, 1459, 175]
price-cell: 3.21: [1448, 150, 1473, 163]
stock-name: Marky: [1422, 1604, 1459, 1617]
price-cell: 5.45: [1384, 214, 1410, 227]
donation-item: Sbírkou slečny Aloisie Čápové, učitelky v Kunštátě:: [1147, 554, 1438, 567]
telegram: Z Vídně, dne 15. května. Císař vrátil se z Mnichova a přijal knížete černohorského Mikuláše s opětovaní jeho návštěvu. Odpoledne navštívil císař korunní manželé v Laxenburku.: [1147, 1080, 1685, 1127]
paragraph: ovšem ještě dosti lehkověrných i svědavců, že jdou mu na lep a nechají se často zvláště ženštiny nesmírně mámit, i bylo by tedy zajisté už na čase, aby řádění tomu policie přítrž učinila.: [51, 34, 588, 81]
table-header: žito: [1352, 34, 1376, 46]
table-header: hrách: [1495, 34, 1532, 46]
price-cell: —: [1489, 188, 1500, 201]
paragraph-lead: V Linecké loterii: [51, 715, 175, 730]
price-cell: 2.—: [1644, 59, 1665, 72]
table-header: čočka: [1547, 34, 1584, 46]
donation-item: Pí. Bittnerová, choť lékaře: 1 atlasovou nádherně vyšívanou krabičku na skvosty.: [1147, 429, 1604, 442]
price-cell: 6.61: [1347, 124, 1372, 137]
grain-price-table: [1147, 34, 1685, 253]
price-cell: 6.—: [1384, 227, 1407, 240]
stock-row: [1147, 1526, 1412, 1539]
stock-row: [1420, 1501, 1685, 1514]
stock-name: Stříbro: [1422, 1617, 1463, 1630]
price-cell: —: [1541, 124, 1552, 137]
table-row: [1147, 85, 1685, 98]
price-cell: 7.95: [1347, 137, 1372, 150]
stock-value: —: [1399, 1630, 1410, 1643]
